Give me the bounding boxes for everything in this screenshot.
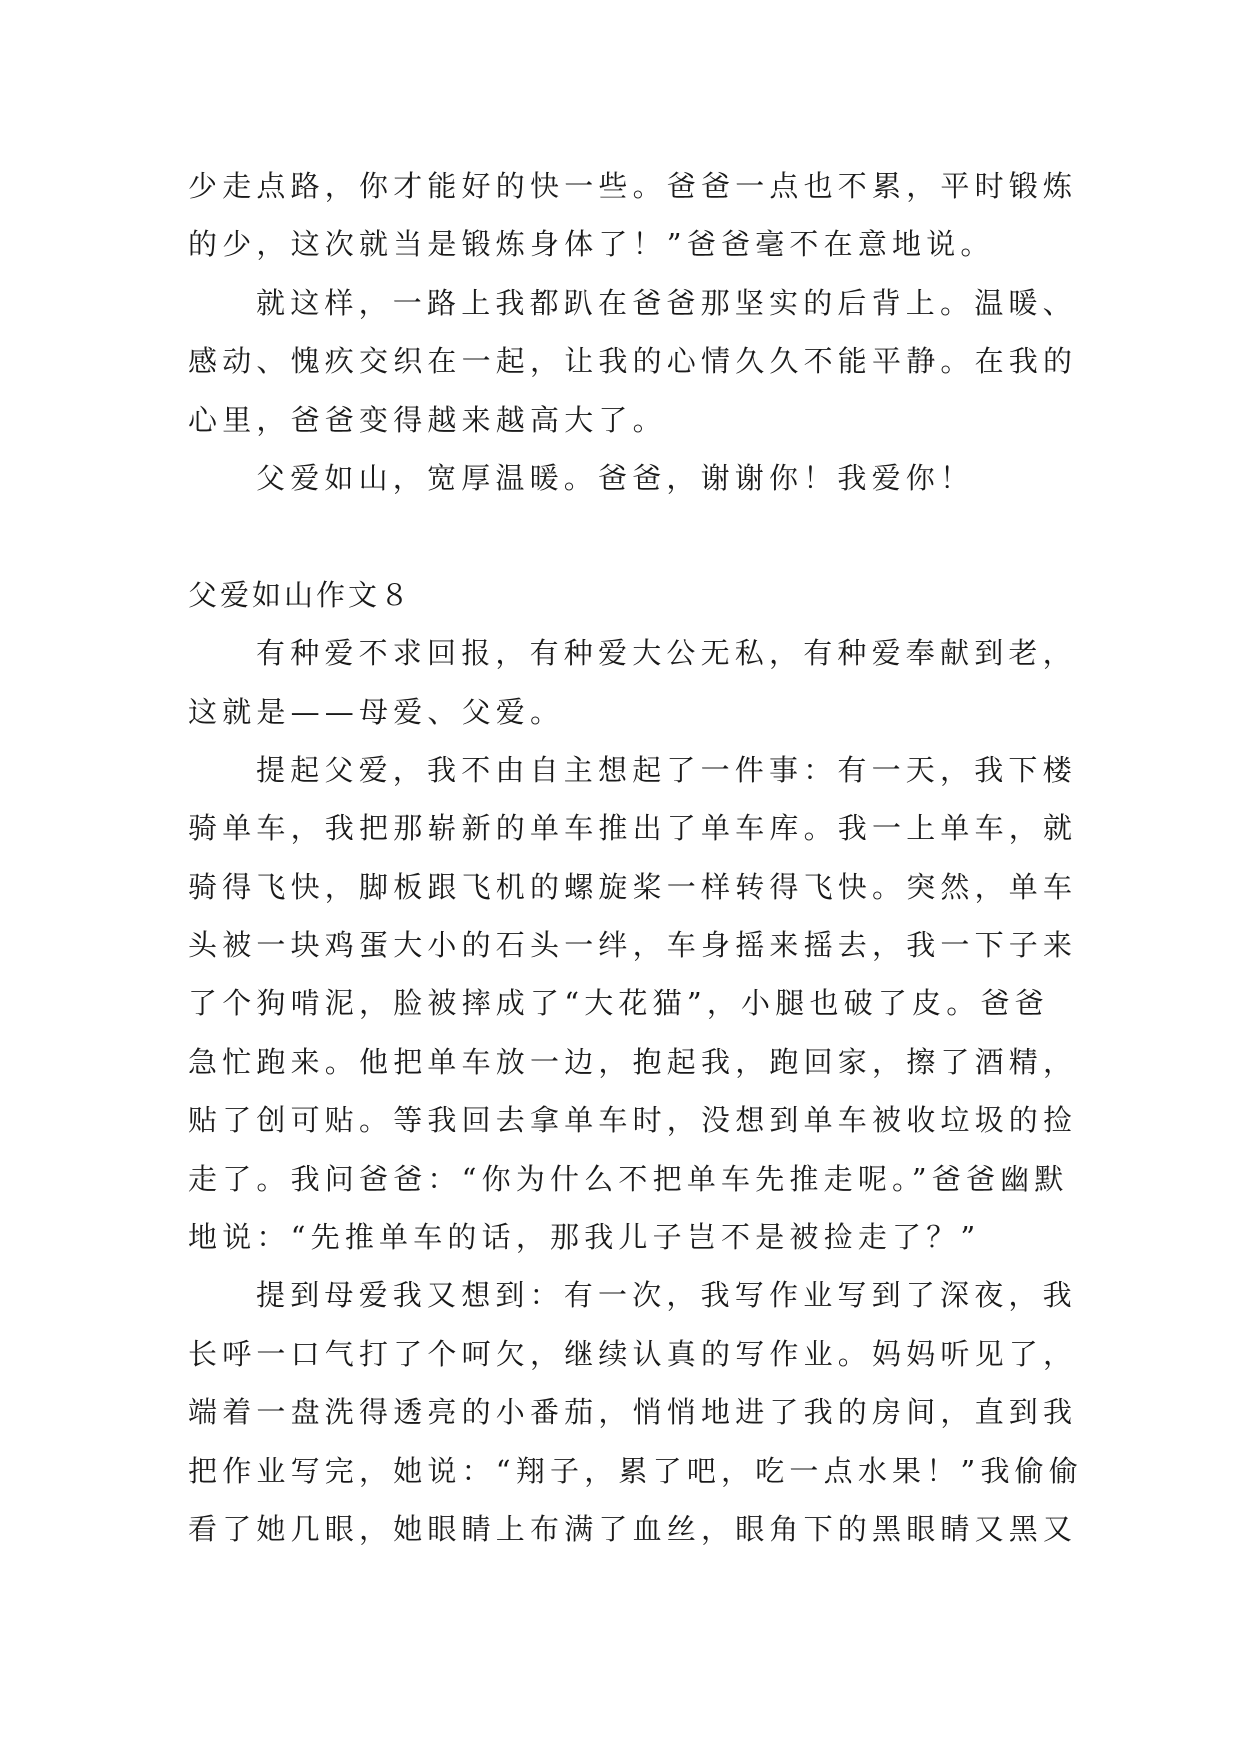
paragraph-start: 提到母爱我又想到：有一次，我写作业写到了深夜，我 xyxy=(256,1278,1077,1313)
paragraph-start: 提起父爱，我不由自主想起了一件事：有一天，我下楼 xyxy=(256,752,1077,787)
blank-line xyxy=(188,507,1076,565)
text-line: 看了她几眼，她眼睛上布满了血丝，眼角下的黑眼睛又黑又 xyxy=(188,1511,1078,1546)
paragraph-start: 有种爱不求回报，有种爱大公无私，有种爱奉献到老， xyxy=(256,636,1077,671)
text-line: 长呼一口气打了个呵欠，继续认真的写作业。妈妈听见了， xyxy=(188,1336,1078,1371)
text-line: 心里，爸爸变得越来越高大了。 xyxy=(188,402,667,437)
paragraph-start: 父爱如山，宽厚温暖。爸爸，谢谢你！我爱你！ xyxy=(256,460,975,495)
text-line: 少走点路，你才能好的快一些。爸爸一点也不累，平时锻炼 xyxy=(188,169,1078,203)
paragraph-start: 就这样，一路上我都趴在爸爸那坚实的后背上。温暖、 xyxy=(256,285,1077,320)
section-heading: 父爱如山作文８ xyxy=(188,577,413,612)
text-line: 把作业写完，她说：“翔子，累了吧，吃一点水果！”我偷偷 xyxy=(188,1453,1084,1488)
text-line: 这就是——母爱、父爱。 xyxy=(188,694,565,729)
text-line: 头被一块鸡蛋大小的石头一绊，车身摇来摇去，我一下子来 xyxy=(188,928,1078,963)
text-line: 端着一盘洗得透亮的小番茄，悄悄地进了我的房间，直到我 xyxy=(188,1395,1078,1430)
text-line: 的少，这次就当是锻炼身体了！”爸爸毫不在意地说。 xyxy=(188,227,995,262)
text-line: 急忙跑来。他把单车放一边，抱起我，跑回家，擦了酒精， xyxy=(188,1044,1078,1079)
text-line: 贴了创可贴。等我回去拿单车时，没想到单车被收垃圾的捡 xyxy=(188,1103,1078,1138)
text-line: 走了。我问爸爸：“你为什么不把单车先推走呢。”爸爸幽默 xyxy=(188,1161,1069,1196)
document-page xyxy=(188,157,1084,1558)
text-line: 骑得飞快，脚板跟飞机的螺旋桨一样转得飞快。突然，单车 xyxy=(188,869,1078,904)
text-line: 感动、愧疚交织在一起，让我的心情久久不能平静。在我的 xyxy=(188,344,1078,379)
text-line: 骑单车，我把那崭新的单车推出了单车库。我一上单车，就 xyxy=(188,811,1078,846)
text-line: 地说：“先推单车的话，那我儿子岂不是被捡走了？” xyxy=(188,1220,981,1255)
text-line: 了个狗啃泥，脸被摔成了“大花猫”，小腿也破了皮。爸爸 xyxy=(188,986,1049,1021)
